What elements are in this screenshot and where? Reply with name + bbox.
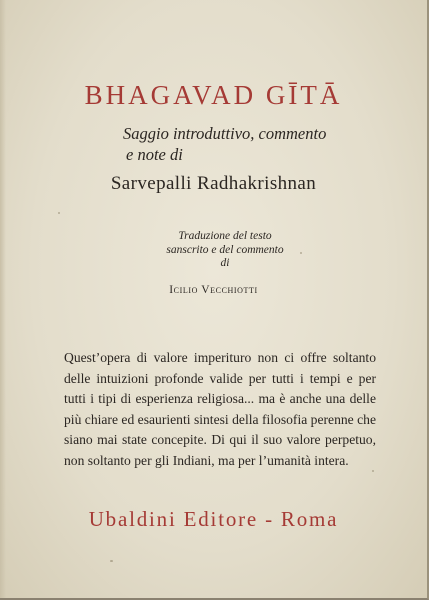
translation-line-2: sanscrito e del commento (166, 243, 284, 256)
translation-line-3: di (220, 257, 230, 269)
blurb-line: siano mai state concepite. Di qui il suo valore perpetuo, (64, 432, 376, 447)
book-title: BHAGAVAD GĪTĀ (84, 80, 343, 110)
blurb-line: non soltanto per gli Indiani, ma per l’umanità intera. (64, 452, 349, 468)
blurb-line: tutti i tipi di esperienza religiosa... ma è anche una delle (64, 391, 376, 406)
translation-line-1: Traduzione del testo (178, 230, 272, 242)
publisher-imprint: Ubaldini Editore - Roma (88, 507, 339, 531)
translator-name: Icilio Vecchiotti (169, 284, 258, 296)
blurb-line: delle intuizioni profonde valide per tutti i tempi e per (64, 370, 376, 386)
blurb-line: Quest’opera di valore imperituro non ci offre soltanto (64, 350, 376, 365)
blurb-line: più chiare ed esaurienti sintesi della filosofia perenne che (64, 411, 376, 427)
subtitle-line-2: e note di (126, 145, 183, 164)
paper-speck (58, 212, 60, 214)
paper-speck (372, 470, 374, 472)
subtitle-line-1: Saggio introduttivo, commento (123, 124, 327, 143)
paper-speck (300, 252, 302, 254)
paper-speck (110, 560, 113, 562)
subtitle (123, 123, 326, 165)
translation-credit (160, 230, 290, 271)
blurb-paragraph (64, 348, 376, 471)
author-name: Sarvepalli Radhakrishnan (110, 173, 317, 194)
